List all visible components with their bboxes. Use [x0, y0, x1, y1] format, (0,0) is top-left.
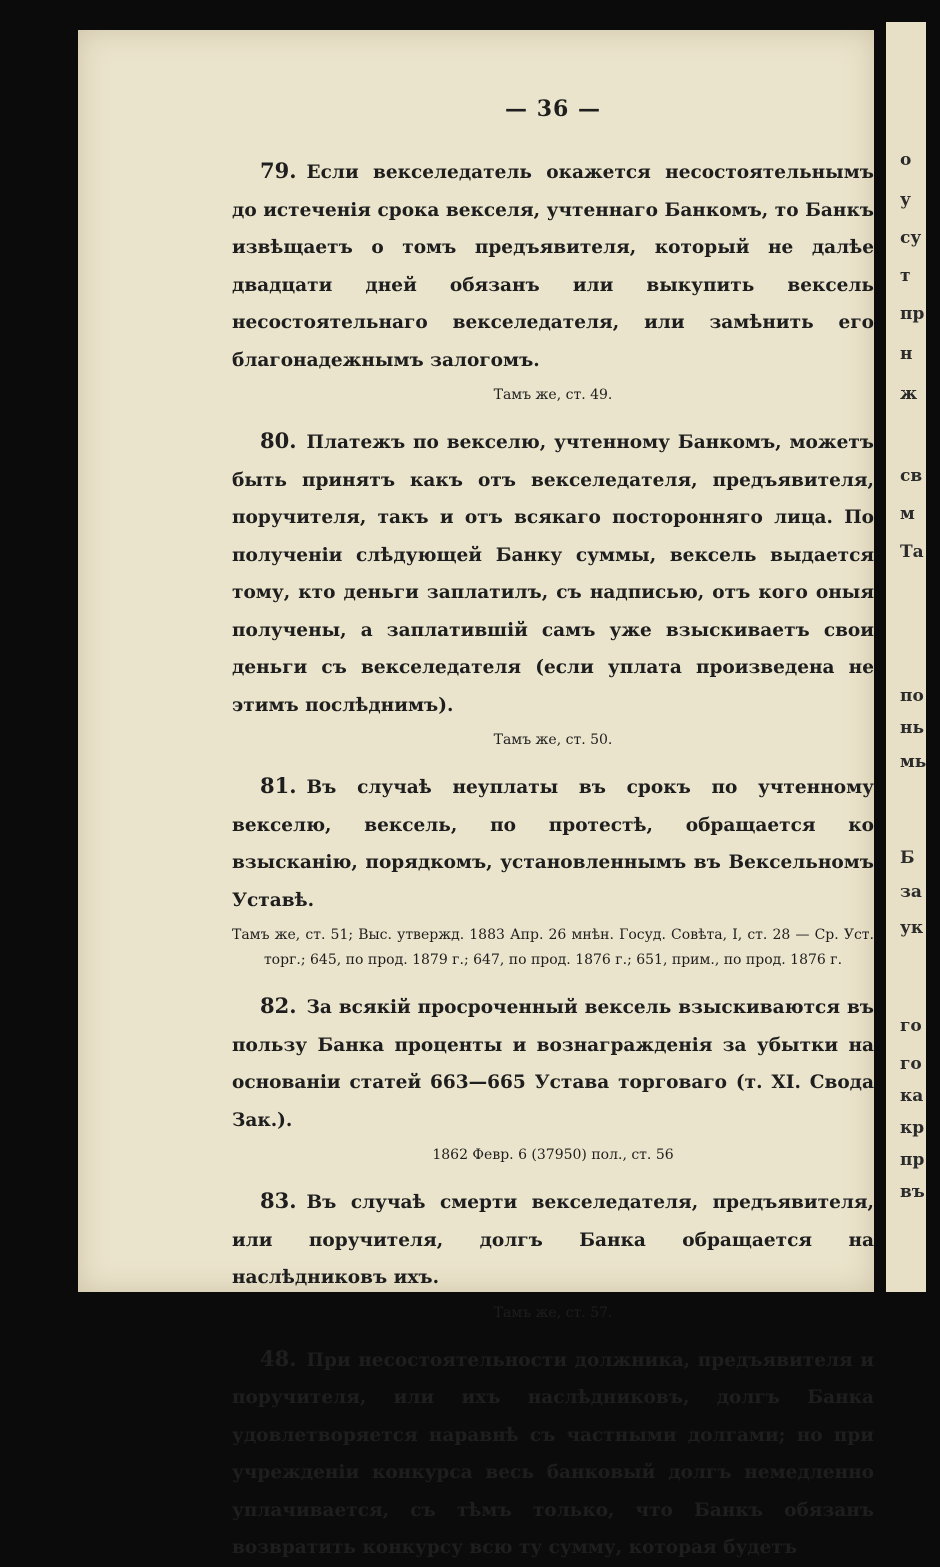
next-page-fragment: го: [900, 1054, 922, 1074]
article-83: [232, 1182, 874, 1326]
article-number: 80.: [260, 428, 297, 453]
article-reference: Тамъ же, ст. 49.: [493, 387, 613, 403]
article-text: Платежъ по векселю, учтенному Банкомъ, можетъ быть принятъ какъ отъ векселедателя, предъявителя, поручителя, такъ и отъ всякаго посторонняго лица. По полученіи слѣдующей Банку суммы, вексель выдается тому, кто деньги заплатилъ, съ надписью, отъ кого оныя получены, а заплатившій самъ уже взыскиваетъ свои деньги съ векселедателя (если уплата произведена не этимъ послѣднимъ).: [232, 432, 874, 716]
next-page-fragment: Та: [900, 542, 924, 562]
article-80: [232, 422, 874, 753]
next-page-fragment: пр: [900, 1150, 925, 1170]
next-page-fragment: ка: [900, 1086, 924, 1106]
next-page-fragment: ж: [900, 384, 918, 404]
next-page-fragment: ук: [900, 918, 924, 938]
next-page-fragment: го: [900, 1016, 922, 1036]
next-page-fragment: н: [900, 344, 913, 364]
article-number: 79.: [260, 158, 297, 183]
article-number: 81.: [260, 773, 297, 798]
article-text: Въ случаѣ смерти векселедателя, предъявителя, или поручителя, долгъ Банка обращается на наслѣдниковъ ихъ.: [232, 1192, 874, 1288]
next-page-fragment: т: [900, 266, 911, 286]
article-reference: Тамъ же, ст. 50.: [493, 732, 613, 748]
article-number: 83.: [260, 1188, 297, 1213]
page-number: — 36 —: [505, 96, 601, 122]
next-page-fragment: кр: [900, 1118, 925, 1138]
article-text: За всякій просроченный вексель взыскиваются въ пользу Банка проценты и вознагражденія за убытки на основаніи статей 663—665 Устава торговаго (т. XI. Свода Зак.).: [232, 997, 874, 1131]
article-number: 48.: [260, 1345, 297, 1371]
next-page-fragment: по: [900, 686, 924, 706]
article-82: [232, 987, 874, 1168]
article-48: [232, 1340, 874, 1567]
article-81: [232, 767, 874, 973]
next-page-fragment: м: [900, 504, 915, 524]
article-reference: Тамъ же, ст. 57.: [493, 1304, 613, 1321]
article-79: [232, 152, 874, 408]
next-page-fragment: за: [900, 882, 922, 902]
next-page-fragment: мь: [900, 752, 927, 772]
article-reference: Тамъ же, ст. 51; Выс. утвержд. 1883 Апр. 26 мнѣн. Госуд. Совѣта, I, ст. 28 — Ср. Уст. торг.; 645, по прод. 1879 г.; 647, по прод. 1876 г.; 651, прим., по прод. 1876 г.: [232, 927, 874, 968]
article-number: 82.: [260, 993, 297, 1018]
page-content: [232, 96, 874, 1567]
article-reference: 1862 Февр. 6 (37950) пол., ст. 56: [432, 1147, 674, 1163]
next-page-fragment: у: [900, 190, 911, 210]
next-page-fragment: Б: [900, 848, 915, 868]
next-page-fragment: о: [900, 150, 912, 170]
article-text: При несостоятельности должника, предъявителя и поручителя, или ихъ наслѣдниковъ, долгъ Банка удовлетворяется наравнѣ съ частными долгами; но при учрежденіи конкурса весь банковый долгъ немедленно уплачивается, съ тѣмъ только, что Банкъ обязанъ возвратить конкурсу всю ту сумму, которая будетъ: [232, 1349, 874, 1558]
article-text: Въ случаѣ неуплаты въ срокъ по учтенному векселю, вексель, по протестѣ, обращается ко взысканію, порядкомъ, установленнымъ въ Вексельномъ Уставѣ.: [232, 777, 874, 911]
next-page-fragment: су: [900, 228, 922, 248]
next-page-fragment: въ: [900, 1182, 925, 1202]
next-page-fragment: пр: [900, 304, 925, 324]
next-page-fragment: св: [900, 466, 923, 486]
next-page-fragment: нь: [900, 718, 924, 738]
article-text: Если векселедатель окажется несостоятельнымъ до истеченія срока векселя, учтеннаго Банкомъ, то Банкъ извѣщаетъ о томъ предъявителя, который не далѣе двадцати дней обязанъ или выкупить вексель несостоятельнаго векселедателя, или замѣнить его благонадежнымъ залогомъ.: [232, 162, 874, 371]
